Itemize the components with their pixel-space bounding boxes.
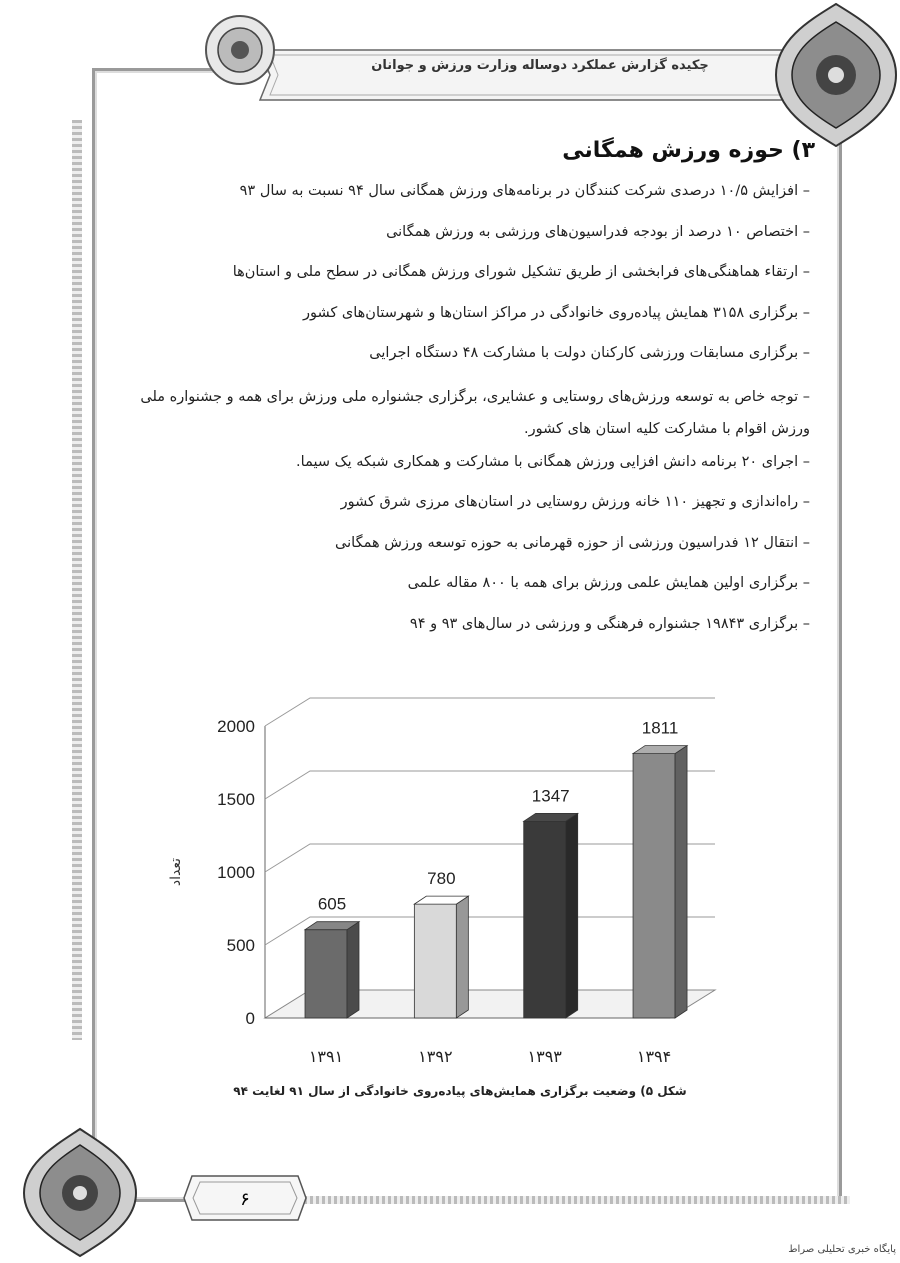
y-tick-label: 2000 bbox=[217, 717, 255, 736]
x-tick-label: ۱۳۹۲ bbox=[418, 1047, 453, 1066]
frame-bottom-border bbox=[250, 1196, 850, 1204]
x-tick-label: ۱۳۹۴ bbox=[636, 1047, 672, 1066]
page-number-frame bbox=[180, 1168, 310, 1228]
list-item: – برگزاری ۱۹۸۴۳ جشنواره فرهنگی و ورزشی در سال‌های ۹۳ و ۹۴ bbox=[409, 615, 810, 632]
data-label: 780 bbox=[427, 869, 456, 889]
bar-chart bbox=[168, 690, 750, 1070]
rosette-ornament-icon bbox=[772, 0, 900, 150]
corner-ornament-icon bbox=[200, 10, 280, 90]
bar bbox=[414, 896, 468, 1018]
y-tick-label: 0 bbox=[245, 1009, 255, 1028]
list-item: – انتقال ۱۲ فدراسیون ورزشی از حوزه قهرمانی به حوزه توسعه ورزش همگانی bbox=[335, 534, 810, 551]
list-item: – برگزاری ۳۱۵۸ همایش پیاده‌روی خانوادگی در مراکز استان‌ها و شهرستان‌های کشور bbox=[302, 304, 810, 321]
bar bbox=[633, 746, 687, 1018]
list-item: – اختصاص ۱۰ درصد از بودجه فدراسیون‌های ورزشی به ورزش همگانی bbox=[386, 223, 810, 240]
data-label: 1347 bbox=[531, 786, 570, 806]
list-item: – توجه خاص به توسعه ورزش‌های روستایی و عشایری، برگزاری جشنواره ملی ورزش برای همه و جشنواره ملی ورزش اقوام با مشارکت کلیه استان های کشور. bbox=[140, 388, 810, 437]
bar bbox=[305, 922, 359, 1018]
watermark-text: پایگاه خبری تحلیلی صراط bbox=[788, 1244, 896, 1255]
list-item: – افزایش ۱۰/۵ درصدی شرکت کنندگان در برنامه‌های ورزش همگانی سال ۹۴ نسبت به سال ۹۳ bbox=[239, 183, 810, 199]
list-item: – ارتقاء هماهنگی‌های فرابخشی از طریق تشکیل شورای ورزش همگانی در سطح ملی و استان‌ها bbox=[232, 264, 810, 280]
section-title: ۳) حوزه ورزش همگانی bbox=[562, 138, 815, 163]
list-item: – برگزاری اولین همایش علمی ورزش برای همه با ۸۰۰ مقاله علمی bbox=[407, 575, 810, 591]
y-axis-label: تعداد bbox=[168, 857, 184, 887]
bar bbox=[524, 813, 578, 1018]
x-tick-label: ۱۳۹۱ bbox=[308, 1047, 344, 1066]
y-tick-label: 1000 bbox=[217, 863, 255, 882]
header-title: چکیده گزارش عملکرد دوساله وزارت ورزش و جوانان bbox=[371, 58, 709, 73]
list-item: – اجرای ۲۰ برنامه دانش افزایی ورزش همگانی با مشارکت و همکاری شبکه یک سیما. bbox=[296, 453, 810, 470]
frame-left-border bbox=[72, 120, 82, 1040]
y-tick-label: 1500 bbox=[217, 790, 255, 809]
header-banner bbox=[250, 45, 810, 105]
y-tick-label: 500 bbox=[226, 936, 255, 955]
list-item: – برگزاری مسابقات ورزشی کارکنان دولت با مشارکت ۴۸ دستگاه اجرایی bbox=[369, 345, 810, 361]
bullet-list bbox=[130, 178, 810, 651]
data-label: 605 bbox=[317, 894, 347, 914]
list-item: – راه‌اندازی و تجهیز ۱۱۰ خانه ورزش روستایی در استان‌های مرزی شرق کشور bbox=[340, 494, 810, 510]
page-number: ۶ bbox=[240, 1189, 250, 1210]
x-tick-label: ۱۳۹۳ bbox=[527, 1047, 562, 1066]
figure-caption: شکل ۵) وضعیت برگزاری همایش‌های پیاده‌روی خانوادگی از سال ۹۱ لغایت ۹۴ bbox=[233, 1084, 687, 1098]
data-label: 1811 bbox=[641, 718, 679, 738]
rosette-ornament-icon bbox=[20, 1125, 140, 1260]
